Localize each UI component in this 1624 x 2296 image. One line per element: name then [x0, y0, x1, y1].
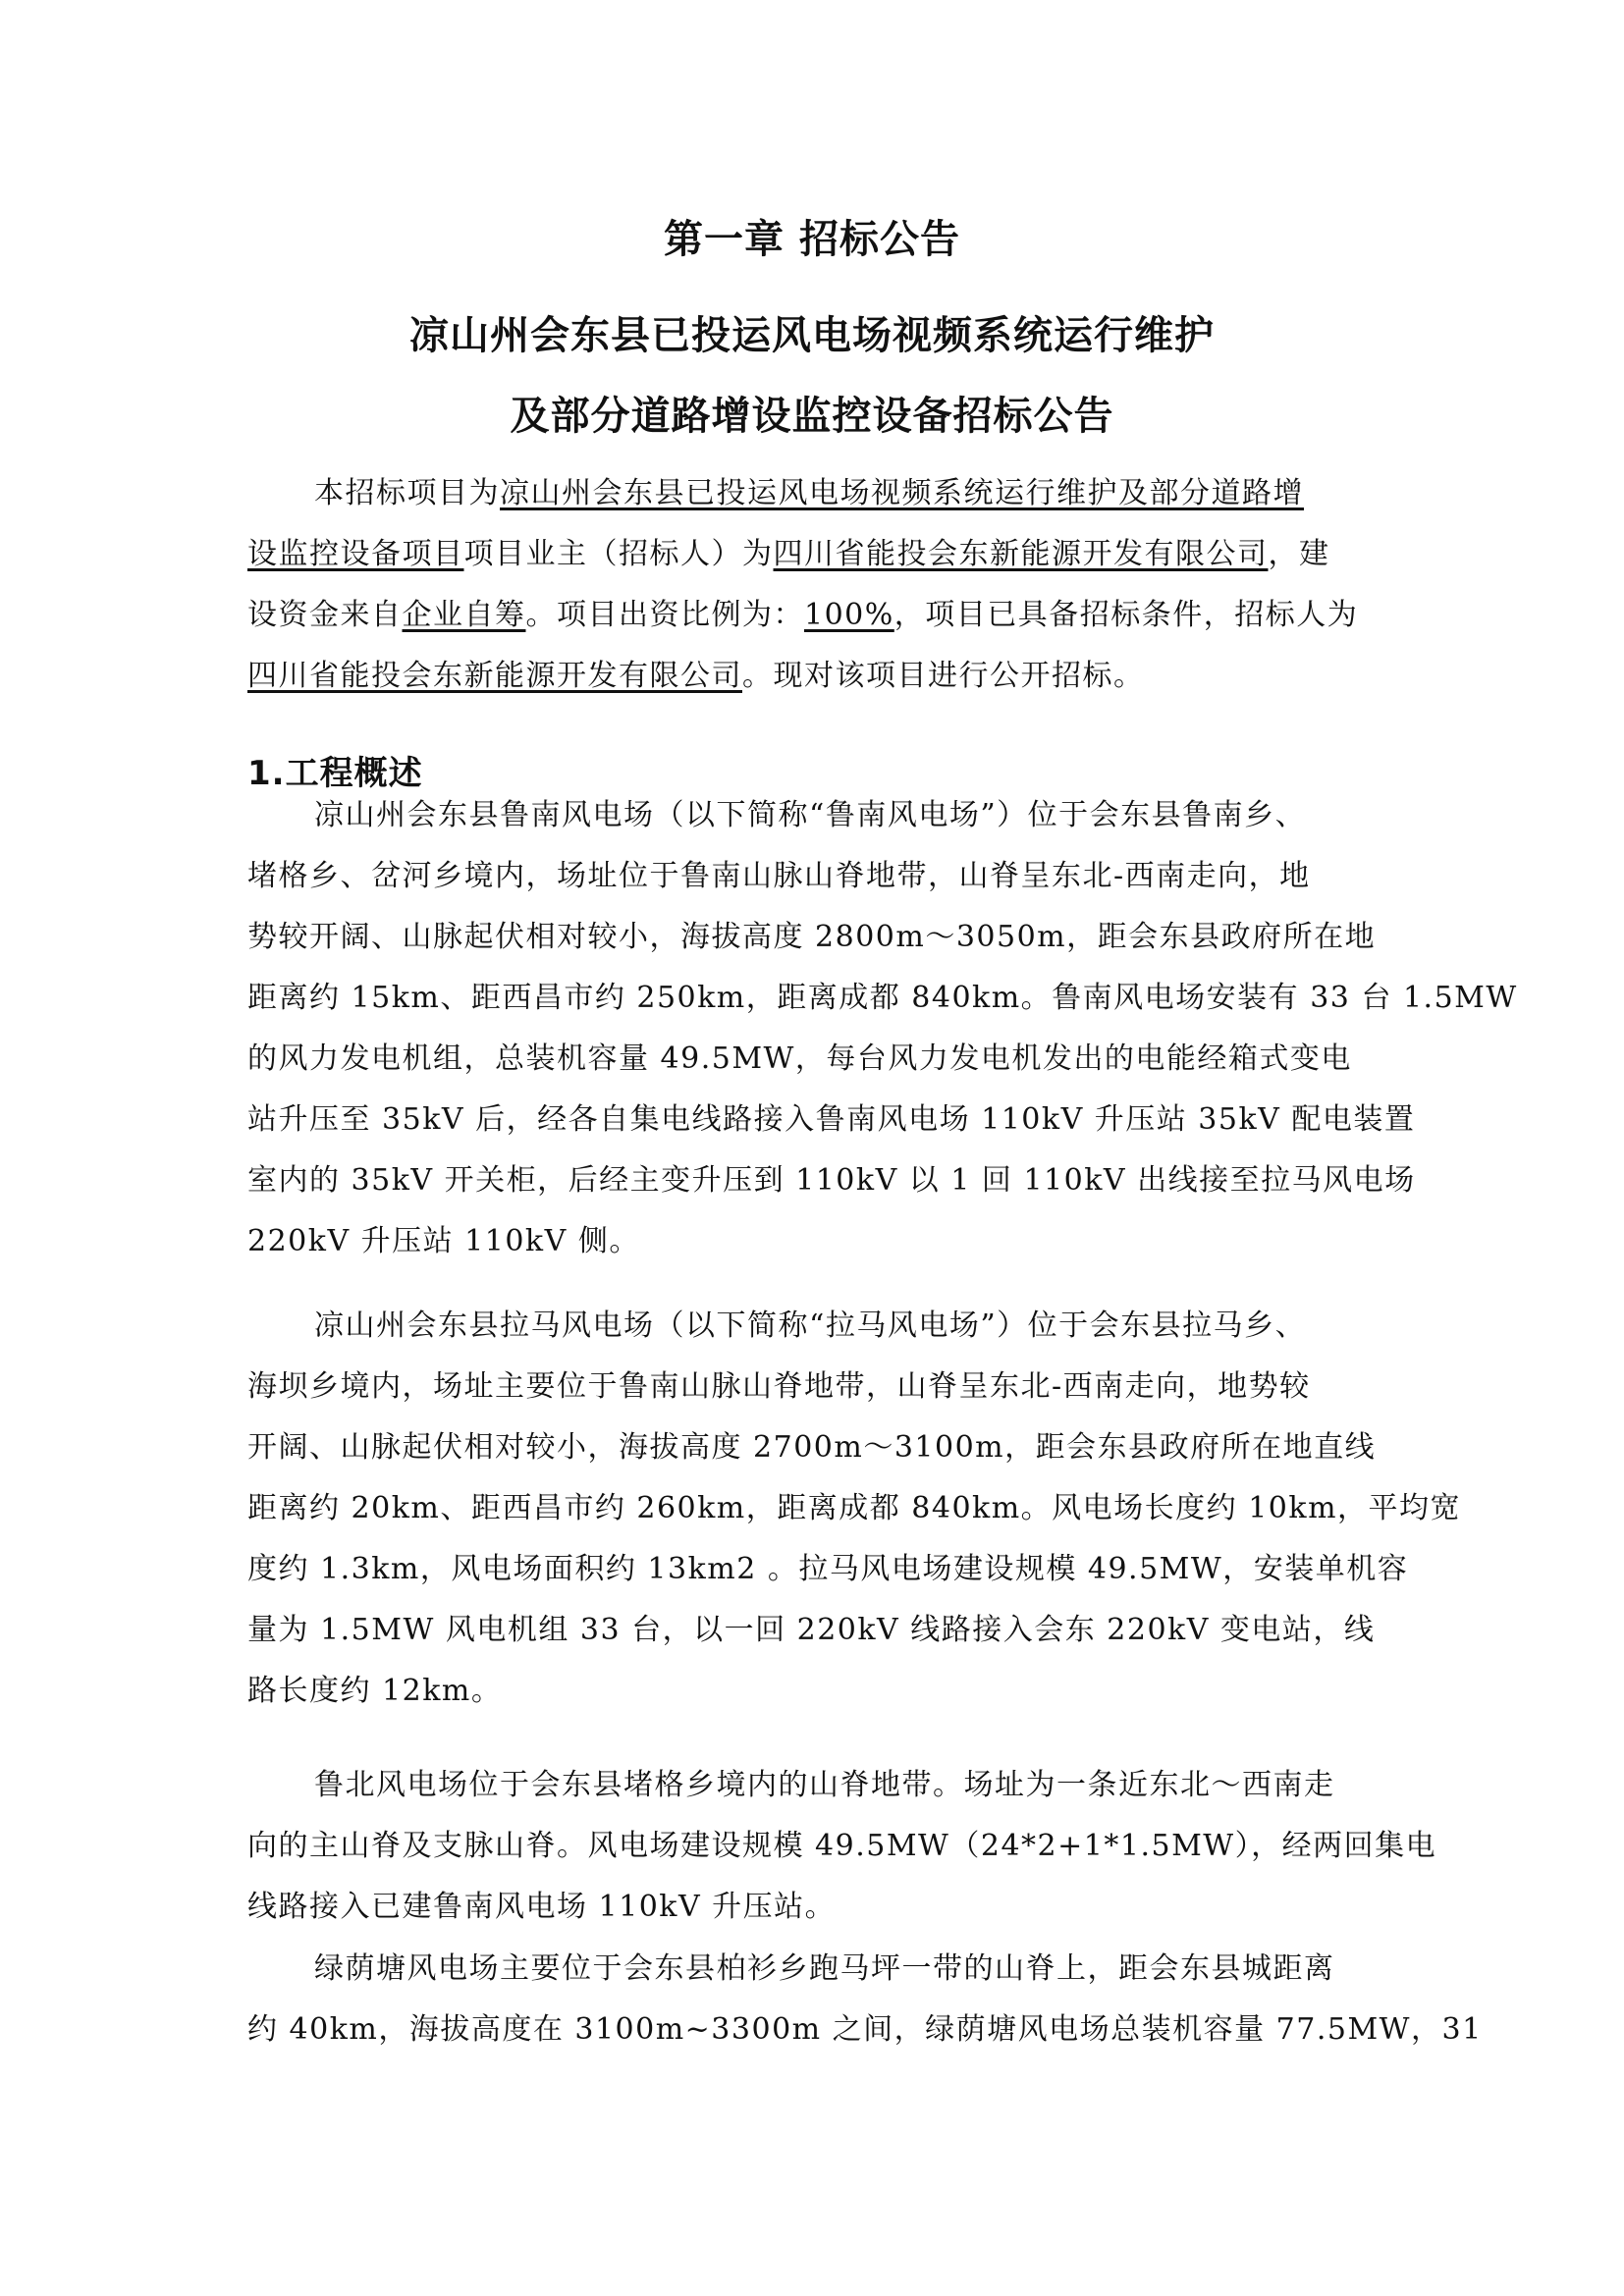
- text-line: 距离约 15km、距西昌市约 250km，距离成都 840km。鲁南风电场安装有 33 台 1.5MW: [247, 981, 1518, 1015]
- text-line: 海坝乡境内，场址主要位于鲁南山脉山脊地带，山脊呈东北-西南走向，地势较: [247, 1369, 1311, 1404]
- announcement-title-line-1: 凉山州会东县已投运风电场视频系统运行维护: [409, 313, 1215, 358]
- intro-line-1: 本招标项目为凉山州会东县已投运风电场视频系统运行维护及部分道路增: [314, 476, 1304, 510]
- section-heading-1: 1.工程概述: [247, 754, 423, 793]
- paragraph-lvyintang: [247, 1939, 1483, 2060]
- text-line: 220kV 升压站 110kV 侧。: [247, 1224, 640, 1258]
- paragraph-lubei: [247, 1755, 1437, 1938]
- text-line: 量为 1.5MW 风电机组 33 台，以一回 220kV 线路接入会东 220kV 变电站，线: [247, 1613, 1376, 1647]
- text-line: 的风力发电机组，总装机容量 49.5MW，每台风力发电机发出的电能经箱式变电: [247, 1041, 1352, 1076]
- intro-paragraph: [247, 463, 1375, 707]
- text-line: 势较开阔、山脉起伏相对较小，海拔高度 2800m～3050m，距会东县政府所在地: [247, 920, 1377, 954]
- text-line: 站升压至 35kV 后，经各自集电线路接入鲁南风电场 110kV 升压站 35kV 配电装置: [247, 1102, 1416, 1137]
- text-line: 凉山州会东县鲁南风电场（以下简称“鲁南风电场”）位于会东县鲁南乡、: [314, 798, 1307, 832]
- chapter-title: 第一章 招标公告: [664, 217, 960, 262]
- text-line: 开阔、山脉起伏相对较小，海拔高度 2700m～3100m，距会东县政府所在地直线: [247, 1430, 1377, 1465]
- announcement-title-line-2: 及部分道路增设监控设备招标公告: [510, 394, 1114, 439]
- text-line: 室内的 35kV 开关柜，后经主变升压到 110kV 以 1 回 110kV 出线接至拉马风电场: [247, 1163, 1416, 1198]
- paragraph-lama: [247, 1296, 1462, 1722]
- text-line: 距离约 20km、距西昌市约 260km，距离成都 840km。风电场长度约 10km，平均宽: [247, 1491, 1462, 1525]
- owner-name: 四川省能投会东新能源开发有限公司: [773, 537, 1269, 571]
- fund-source: 企业自筹: [402, 598, 526, 632]
- text-line: 度约 1.3km，风电场面积约 13km2 。拉马风电场建设规模 49.5MW，安装单机容: [247, 1552, 1409, 1586]
- fund-ratio: 100%: [804, 598, 894, 632]
- text-line: 鲁北风电场位于会东县堵格乡境内的山脊地带。场址为一条近东北～西南走: [314, 1768, 1335, 1802]
- text-line: 线路接入已建鲁南风电场 110kV 升压站。: [247, 1890, 837, 1924]
- text-line: 凉山州会东县拉马风电场（以下简称“拉马风电场”）位于会东县拉马乡、: [314, 1308, 1307, 1343]
- tenderer-name: 四川省能投会东新能源开发有限公司: [247, 659, 742, 693]
- text-line: 绿荫塘风电场主要位于会东县柏衫乡跑马坪一带的山脊上，距会东县城距离: [314, 1951, 1335, 1986]
- text-line: 向的主山脊及支脉山脊。风电场建设规模 49.5MW（24*2+1*1.5MW），经两回集电: [247, 1829, 1437, 1863]
- project-name: 凉山州会东县已投运风电场视频系统运行维护及部分道路增: [500, 476, 1304, 510]
- intro-line-4: 四川省能投会东新能源开发有限公司。现对该项目进行公开招标。: [247, 659, 1145, 693]
- project-name-cont: 设监控设备项目: [247, 537, 464, 571]
- intro-line-3: 设资金来自企业自筹。项目出资比例为：100%，项目已具备招标条件，招标人为: [247, 598, 1359, 632]
- text-line: 堵格乡、岔河乡境内，场址位于鲁南山脉山脊地带，山脊呈东北-西南走向，地: [247, 859, 1311, 893]
- intro-line-2: 设监控设备项目项目业主（招标人）为四川省能投会东新能源开发有限公司，建: [247, 537, 1330, 571]
- text-line: 约 40km，海拔高度在 3100m~3300m 之间，绿荫塘风电场总装机容量 77.5MW，31: [247, 2012, 1483, 2047]
- text-line: 路长度约 12km。: [247, 1674, 503, 1708]
- paragraph-lunan: [247, 785, 1518, 1272]
